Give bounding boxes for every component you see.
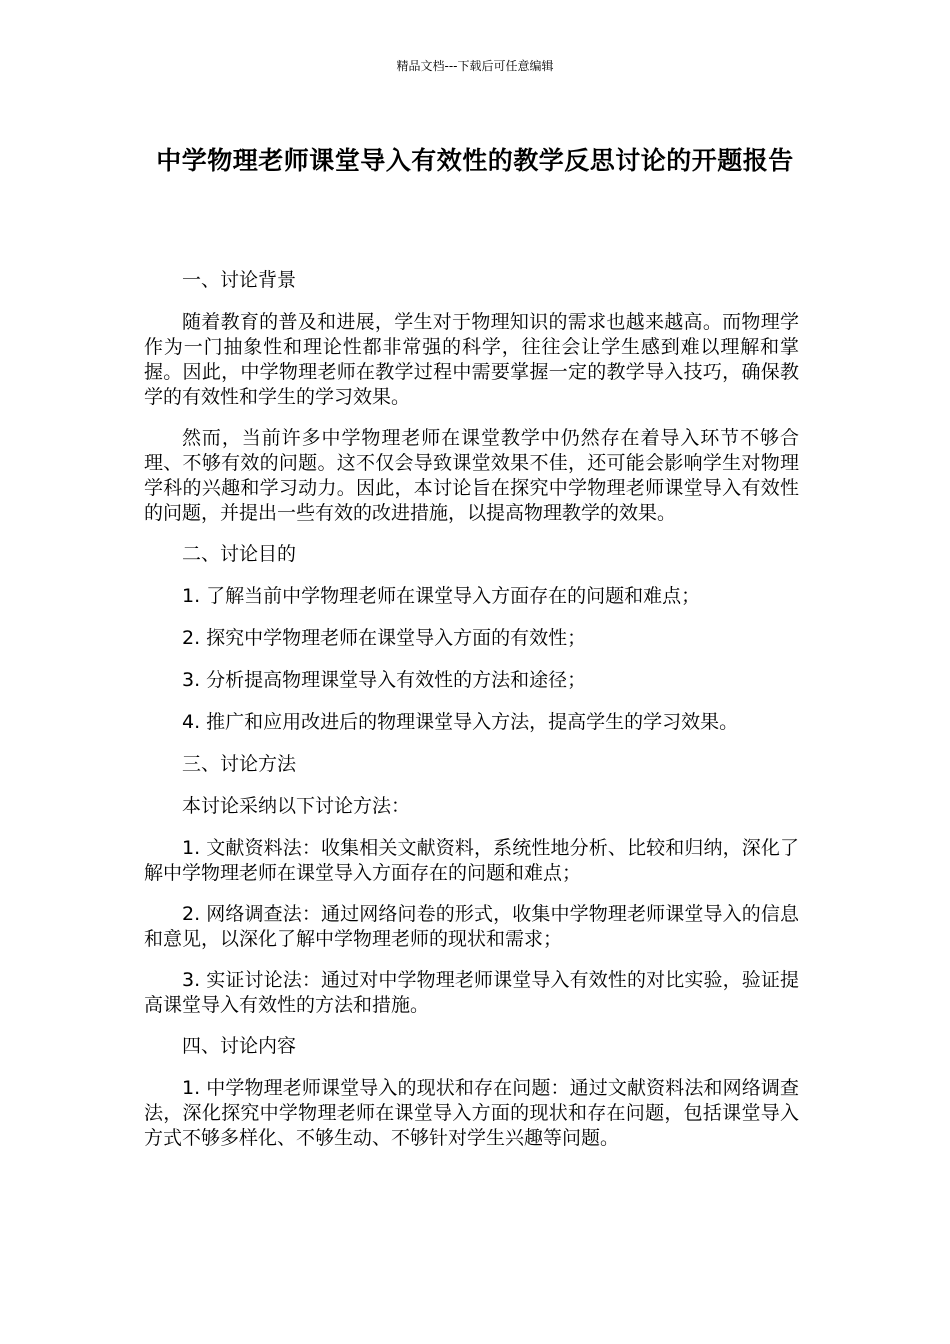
section-heading-background: 一、讨论背景 xyxy=(182,269,297,291)
section-heading-content: 四、讨论内容 xyxy=(182,1035,297,1057)
list-item: 1. 文献资料法：收集相关文献资料，系统性地分析、比较和归纳，深化了解中学物理老师在课堂导入方面存在的问题和难点； xyxy=(144,837,799,884)
list-item: 3. 实证讨论法：通过对中学物理老师课堂导入有效性的对比实验，验证提高课堂导入有效性的方法和措施。 xyxy=(144,969,799,1016)
section-heading-purpose: 二、讨论目的 xyxy=(182,543,297,565)
paragraph: 随着教育的普及和进展，学生对于物理知识的需求也越来越高。而物理学作为一门抽象性和理论性都非常强的科学，往往会让学生感到难以理解和掌握。因此，中学物理老师在教学过程中需要掌握一定的教学导入技巧，确保教学的有效性和学生的学习效果。 xyxy=(144,311,799,408)
section-heading-method: 三、讨论方法 xyxy=(182,753,297,775)
list-item: 2. 探究中学物理老师在课堂导入方面的有效性； xyxy=(182,627,587,649)
header-note: 精品文档---下载后可任意编辑 xyxy=(396,59,554,73)
list-item: 1. 中学物理老师课堂导入的现状和存在问题：通过文献资料法和网络调查法，深化探究中学物理老师在课堂导入方面的现状和存在问题，包括课堂导入方式不够多样化、不够生动、不够针对学生兴趣等问题。 xyxy=(144,1077,799,1149)
document-title: 中学物理老师课堂导入有效性的教学反思讨论的开题报告 xyxy=(156,146,794,175)
list-item: 3. 分析提高物理课堂导入有效性的方法和途径； xyxy=(182,669,587,691)
list-item: 2. 网络调查法：通过网络问卷的形式，收集中学物理老师课堂导入的信息和意见，以深化了解中学物理老师的现状和需求； xyxy=(144,903,799,950)
list-item: 4. 推广和应用改进后的物理课堂导入方法，提高学生的学习效果。 xyxy=(182,711,739,733)
paragraph: 然而，当前许多中学物理老师在课堂教学中仍然存在着导入环节不够合理、不够有效的问题。这不仅会导致课堂效果不佳，还可能会影响学生对物理学科的兴趣和学习动力。因此，本讨论旨在探究中学物理老师课堂导入有效性的问题，并提出一些有效的改进措施，以提高物理教学的效果。 xyxy=(144,427,799,524)
paragraph: 本讨论采纳以下讨论方法： xyxy=(182,795,411,817)
document-body xyxy=(144,268,799,1167)
list-item: 1. 了解当前中学物理老师在课堂导入方面存在的问题和难点； xyxy=(182,585,701,607)
